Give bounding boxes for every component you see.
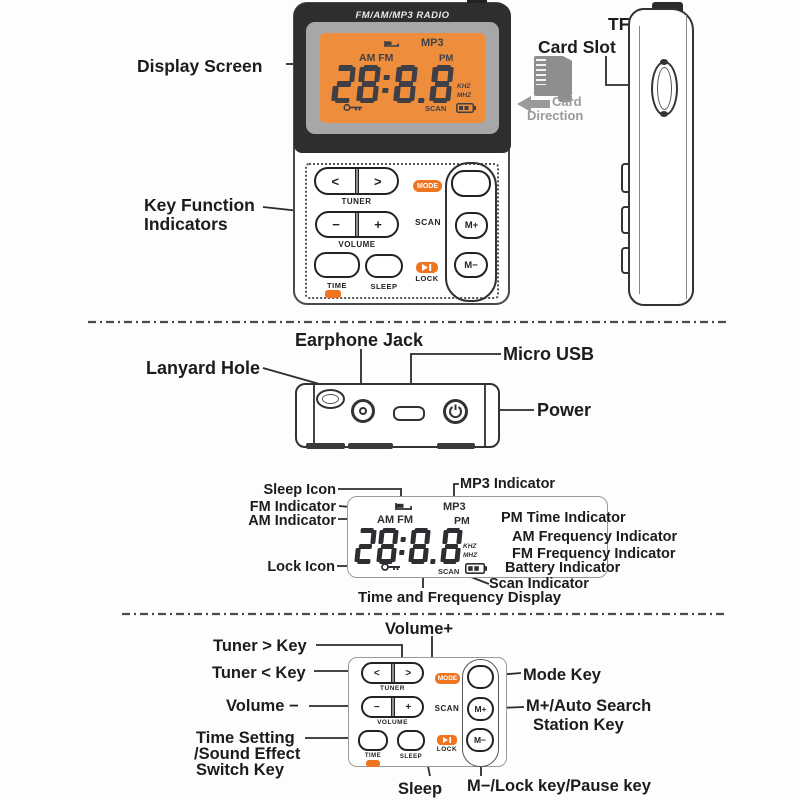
callout-tuner-lt: Tuner < Key	[212, 664, 306, 682]
volume-label: VOLUME	[338, 240, 376, 249]
sound-effect-badge	[366, 760, 380, 767]
far-edge-key	[437, 443, 475, 449]
display-screen	[320, 33, 485, 123]
callout-pm-time-indicator: PM Time Indicator	[501, 510, 626, 526]
tuner-left-key: <	[373, 667, 380, 679]
callout-tf-card-slot: Card Slot	[538, 37, 616, 57]
lcd-scan: SCAN	[438, 567, 460, 576]
mode-key	[467, 665, 494, 689]
callout-lanyard-hole: Lanyard Hole	[146, 358, 261, 378]
lcd-band: AM FM	[377, 514, 414, 526]
sleep-key	[397, 730, 425, 751]
callout-sleep: Sleep	[398, 780, 443, 798]
side-button	[621, 206, 630, 234]
callout-tuner-gt: Tuner > Key	[213, 637, 307, 655]
callout-micro-usb: Micro USB	[503, 344, 595, 364]
m-plus-key: M+	[455, 212, 488, 239]
play-pause-icon	[443, 737, 452, 743]
mode-badge: MODE	[413, 180, 442, 192]
play-pause-icon	[422, 264, 432, 271]
lanyard-hole-inner	[322, 394, 339, 404]
callout-m-minus-key: M−/Lock key/Pause key	[467, 777, 651, 795]
radio-front-view	[293, 2, 510, 305]
side-button	[621, 247, 630, 274]
sleep-icon	[383, 38, 400, 47]
tuner-left-key: <	[331, 173, 340, 189]
far-edge-key	[306, 443, 345, 449]
tuner-right-key: >	[373, 173, 382, 189]
tf-card-slot-inner	[657, 67, 672, 110]
callout-lock-icon: Lock Icon	[267, 559, 335, 575]
callout-scan-indicator: Scan Indicator	[489, 576, 589, 592]
callout-time-setting: /Sound Effect	[194, 745, 301, 763]
side-edge-line	[686, 15, 687, 299]
battery-icon	[465, 563, 487, 574]
play-pause-lock-badge	[416, 262, 438, 273]
callout-fm-indicator: FM Indicator	[249, 499, 336, 515]
play-pause-lock-badge	[437, 735, 457, 745]
sleep-label: SLEEP	[370, 282, 398, 291]
callout-mp3-indicator: MP3 Indicator	[460, 476, 556, 492]
arrow-left-shaft	[531, 100, 550, 108]
lock-label: LOCK	[436, 746, 458, 753]
lcd-digits	[333, 65, 452, 103]
callout-key-function: Key Function	[144, 195, 255, 215]
scan-label: SCAN	[414, 217, 442, 227]
m-minus-key: M−	[454, 252, 488, 278]
keypad-detail-panel	[348, 657, 507, 767]
side-edge-line	[639, 26, 640, 294]
lcd-pm: PM	[439, 53, 454, 64]
callout-volume-plus: Volume+	[385, 620, 454, 638]
volume-rocker	[361, 696, 424, 718]
lcd-khz: KHZ	[463, 543, 477, 550]
sleep-icon	[394, 500, 413, 510]
lcd-band: AM FM	[359, 52, 394, 64]
micro-usb-port	[393, 406, 425, 421]
callout-fm-frequency: FM Frequency Indicator	[512, 546, 676, 562]
brand-text: FM/AM/MP3 RADIO	[355, 10, 450, 21]
sleep-key	[365, 254, 403, 278]
callout-m-plus-key: M+/Auto Search	[526, 697, 652, 715]
callout-tf-card-slot: TF	[608, 14, 630, 34]
callout-mode-key: Mode Key	[523, 666, 601, 684]
lcd-digits	[356, 528, 461, 564]
tuner-rocker	[361, 662, 424, 684]
mode-badge: MODE	[435, 673, 460, 684]
volume-down-key: −	[332, 217, 340, 232]
callout-display-screen: Display Screen	[137, 56, 263, 76]
lcd-mhz: MHZ	[463, 552, 478, 559]
lcd-mp3: MP3	[443, 501, 466, 513]
lock-key-icon	[343, 103, 363, 112]
tuner-label: TUNER	[380, 685, 405, 692]
time-label: TIME	[364, 753, 382, 759]
far-edge-key	[348, 443, 393, 449]
card-direction-label: Card	[552, 94, 582, 109]
power-icon	[446, 402, 465, 421]
volume-label: VOLUME	[377, 719, 408, 726]
power-button	[443, 399, 468, 424]
slot-end-mark	[660, 111, 668, 117]
volume-down-key: −	[373, 701, 380, 713]
slot-end-mark	[660, 59, 668, 65]
callout-sleep-icon: Sleep Icon	[263, 482, 336, 498]
edge-line	[484, 385, 486, 446]
tuner-rocker	[314, 167, 399, 195]
lcd-mhz: MHZ	[457, 92, 472, 99]
card-direction-label: Direction	[527, 108, 584, 123]
radio-top-view	[295, 383, 500, 448]
callout-key-function: Indicators	[144, 214, 228, 234]
callout-battery-indicator: Battery Indicator	[505, 560, 621, 576]
lcd-mp3: MP3	[421, 37, 444, 49]
volume-up-key: +	[405, 701, 412, 713]
sound-effect-badge	[325, 290, 341, 298]
m-plus-key: M+	[467, 697, 494, 721]
edge-line	[313, 385, 315, 446]
time-label: TIME	[327, 281, 347, 290]
radio-side-view	[628, 8, 694, 306]
callout-power: Power	[537, 400, 592, 420]
mode-key	[451, 170, 491, 197]
scan-label: SCAN	[434, 704, 460, 713]
sleep-label: SLEEP	[399, 754, 423, 760]
side-button	[621, 163, 630, 193]
callout-volume-minus: Volume −	[226, 697, 299, 715]
time-key	[358, 730, 388, 751]
callout-am-indicator: AM Indicator	[248, 513, 336, 529]
sd-card-pins	[536, 59, 546, 85]
callout-m-plus-key: Station Key	[533, 716, 624, 734]
callout-time-setting: Time Setting	[196, 729, 295, 747]
tuner-label: TUNER	[341, 197, 372, 206]
sd-card-icon	[534, 56, 572, 96]
front-top-housing	[294, 3, 511, 153]
screen-bezel	[306, 22, 499, 134]
time-key	[314, 252, 360, 278]
volume-up-key: +	[374, 217, 382, 232]
lcd-scan: SCAN	[425, 104, 447, 113]
tuner-right-key: >	[405, 667, 412, 679]
callout-time-frequency-display: Time and Frequency Display	[358, 589, 562, 606]
callout-time-setting: Switch Key	[196, 761, 285, 779]
callout-am-frequency: AM Frequency Indicator	[512, 529, 678, 545]
lcd-khz: KHZ	[457, 83, 471, 90]
lock-label: LOCK	[415, 274, 439, 283]
earphone-jack-inner	[359, 407, 367, 415]
m-minus-key: M−	[466, 728, 494, 752]
lock-key-icon	[381, 562, 401, 572]
battery-icon	[456, 103, 476, 113]
callout-earphone-jack: Earphone Jack	[295, 330, 424, 350]
lcd-pm: PM	[454, 515, 470, 527]
volume-rocker	[315, 211, 399, 238]
